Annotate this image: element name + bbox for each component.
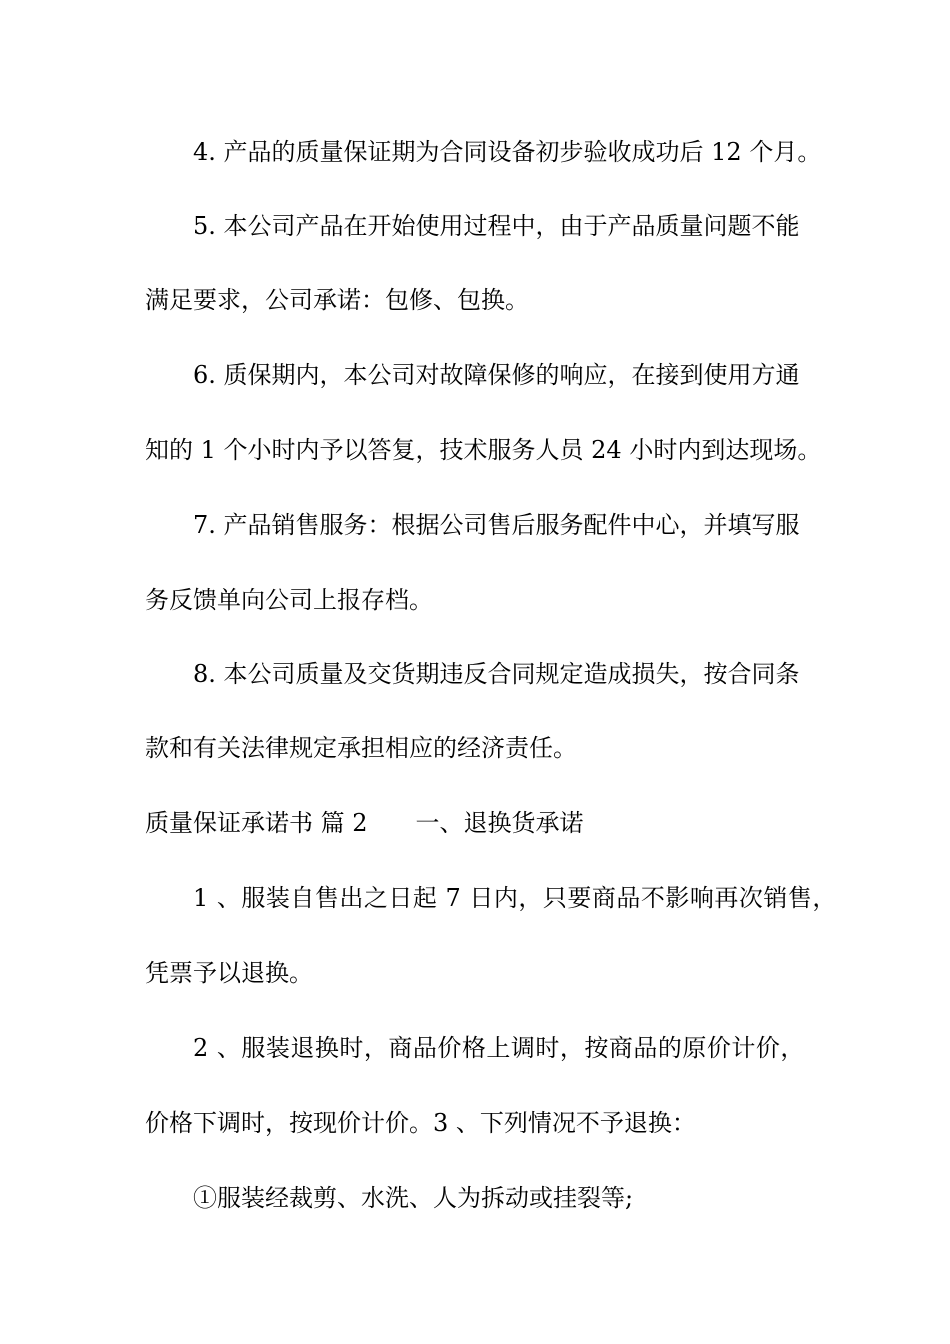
paragraph-line-14: 价格下调时，按现价计价。3 、下列情况不予退换： (145, 1109, 696, 1137)
paragraph-line-4: 6. 质保期内，本公司对故障保修的响应，在接到使用方通 (193, 361, 800, 389)
paragraph-line-6: 7. 产品销售服务：根据公司售后服务配件中心，并填写服 (193, 511, 800, 539)
paragraph-line-12: 凭票予以退换。 (145, 959, 313, 987)
paragraph-line-11: 1 、服装自售出之日起 7 日内，只要商品不影响再次销售， (193, 884, 837, 912)
paragraph-line-8: 8. 本公司质量及交货期违反合同规定造成损失，按合同条 (193, 660, 800, 688)
section-heading-line: 质量保证承诺书 篇 2 一、退换货承诺 (145, 809, 584, 837)
paragraph-line-7: 务反馈单向公司上报存档。 (145, 586, 433, 614)
paragraph-line-9: 款和有关法律规定承担相应的经济责任。 (145, 734, 577, 762)
paragraph-line-13: 2 、服装退换时，商品价格上调时，按商品的原价计价， (193, 1034, 805, 1062)
paragraph-line-5: 知的 1 个小时内予以答复，技术服务人员 24 小时内到达现场。 (145, 436, 822, 464)
paragraph-line-3: 满足要求，公司承诺：包修、包换。 (145, 286, 529, 314)
paragraph-line-15: ①服装经裁剪、水洗、人为拆动或挂裂等; (193, 1184, 634, 1212)
paragraph-line-2: 5. 本公司产品在开始使用过程中，由于产品质量问题不能 (193, 212, 800, 240)
paragraph-line-1: 4. 产品的质量保证期为合同设备初步验收成功后 12 个月。 (193, 138, 822, 166)
